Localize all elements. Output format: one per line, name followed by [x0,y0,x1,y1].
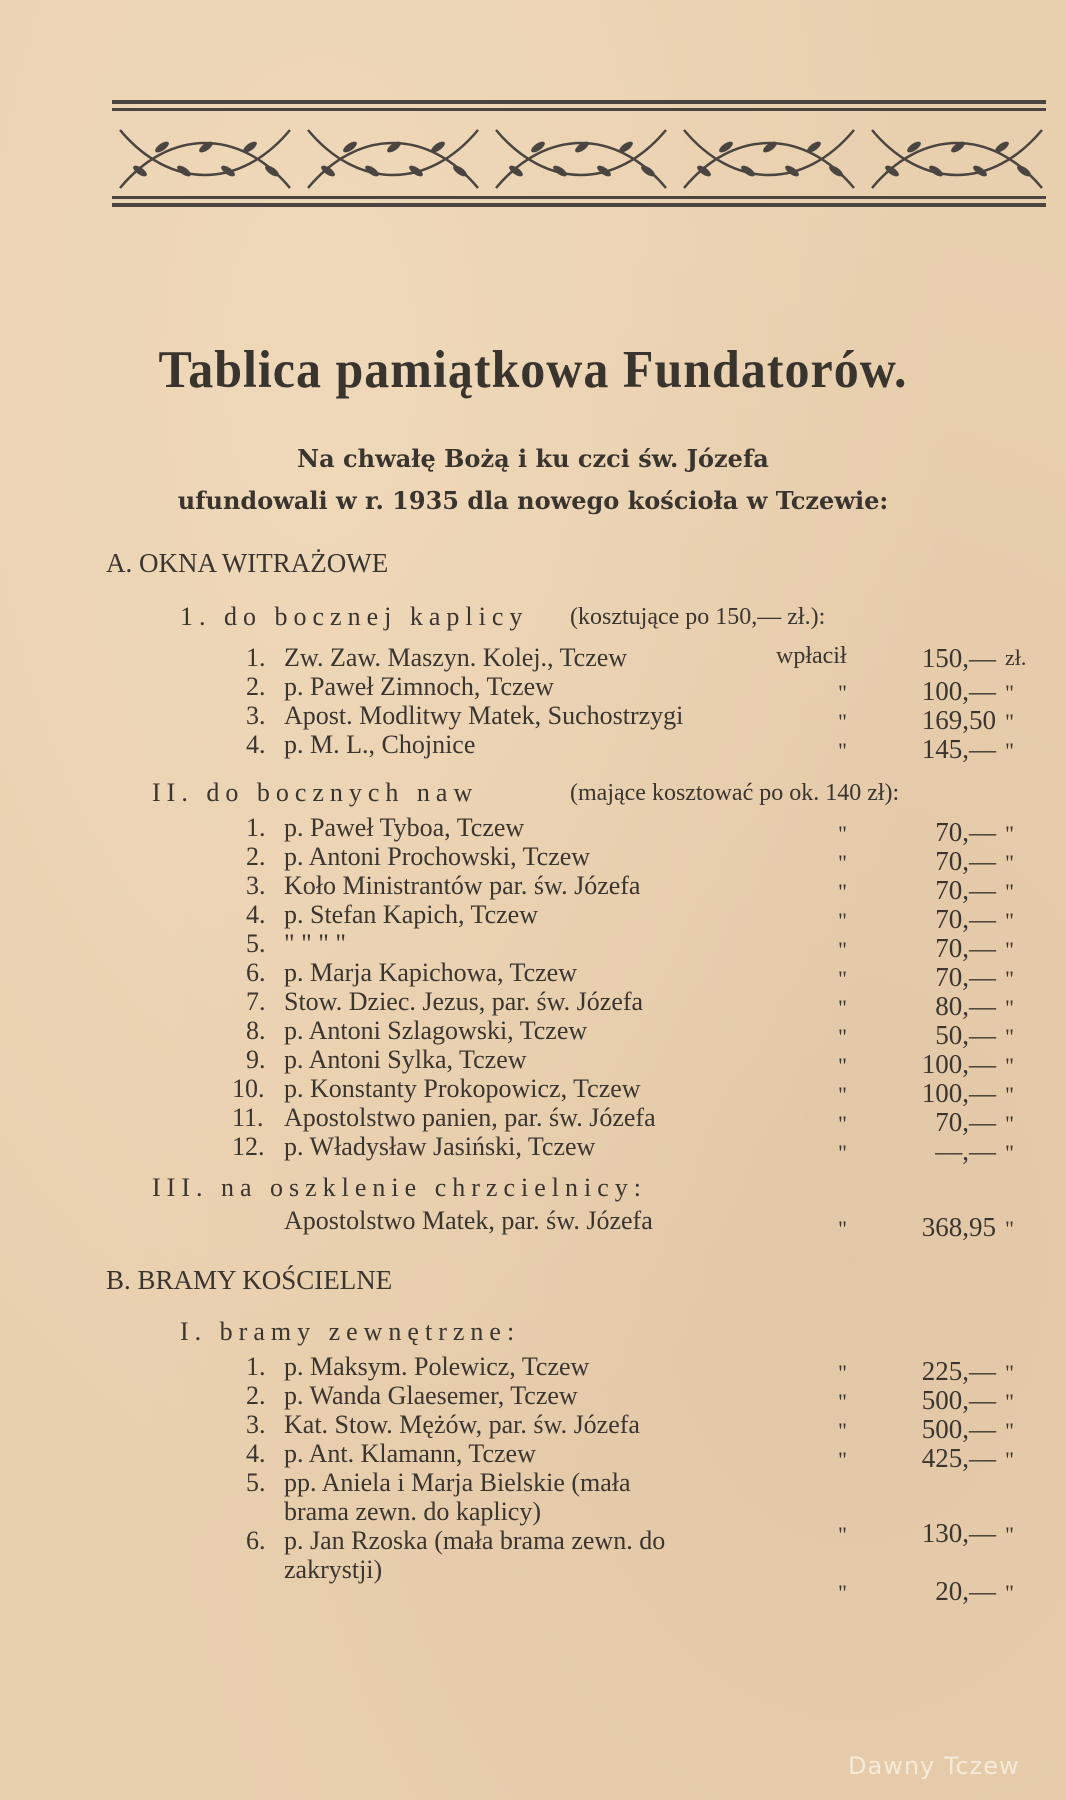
currency-unit: " [1005,1140,1014,1165]
currency-unit: " [1005,1082,1014,1107]
currency-unit: " [1005,908,1014,933]
group-heading: 1. do bocznej kaplicy [180,602,529,631]
ditto-mark: " [838,966,847,991]
group-heading: II. do bocznych naw [152,778,479,807]
entry-name: Koło Ministrantów par. św. Józefa [284,871,641,900]
entry-name: Apostolstwo Matek, par. św. Józefa [284,1206,653,1235]
ornament-vine [120,130,290,188]
currency-unit: " [1005,709,1014,734]
ditto-mark: " [838,1447,847,1472]
group-heading: I. bramy zewnętrzne: [180,1317,521,1346]
entry-name: pp. Aniela i Marja Bielskie (mała [284,1468,631,1497]
amount-value: 50,— [935,1020,996,1050]
currency-unit: " [1005,1580,1014,1605]
ditto-mark: " [838,1522,847,1547]
ditto-mark: " [838,1053,847,1078]
amount-value: 70,— [935,962,996,992]
entry-name: p. Wanda Glaesemer, Tczew [284,1381,578,1410]
section-heading: A. OKNA WITRAŻOWE [106,548,389,578]
currency-unit: " [1005,1418,1014,1443]
ornament-leaf [883,164,900,179]
entry-name: p. Antoni Sylka, Tczew [284,1045,527,1074]
floral-border-ornament-icon [110,118,1048,200]
amount-value: 145,— [921,734,996,764]
entry-name: Stow. Dziec. Jezus, par. św. Józefa [284,987,644,1016]
ditto-mark: " [838,850,847,875]
amount-value: 225,— [921,1356,996,1386]
entry-number: 5. [246,1468,266,1497]
bottom-rule-2 [112,203,1046,207]
entry-name: p. Paweł Zimnoch, Tczew [284,672,554,701]
amount-value: 70,— [935,1107,996,1137]
currency-unit: " [1005,850,1014,875]
ditto-mark: " [838,908,847,933]
entry-number: 7. [246,987,266,1016]
entry-name: p. Ant. Klamann, Tczew [284,1439,536,1468]
currency-unit: zł. [1005,645,1027,670]
amount-value: 100,— [921,1049,996,1079]
currency-unit: " [1005,680,1014,705]
ditto-mark: " [838,1024,847,1049]
entry-number: 11. [232,1103,264,1132]
ornament-leaf [507,164,524,179]
amount-value: 100,— [921,1078,996,1108]
ditto-mark: " [838,680,847,705]
group-note: (kosztujące po 150,— zł.): [570,604,826,630]
amount-value: 70,— [935,875,996,905]
amount-value: 70,— [935,846,996,876]
entry-number: 12. [232,1132,265,1161]
section-heading: B. BRAMY KOŚCIELNE [106,1265,393,1295]
entry-name: p. Jan Rzoska (mała brama zewn. do [284,1526,666,1555]
entry-number: 1. [246,643,266,672]
ditto-mark: " [838,995,847,1020]
currency-unit: " [1005,879,1014,904]
amount-value: 425,— [921,1443,996,1473]
entry-number: 3. [246,1410,266,1439]
entry-name: p. Paweł Tyboa, Tczew [284,813,525,842]
entry-name: Apost. Modlitwy Matek, Suchostrzygi [284,701,684,730]
currency-unit: " [1005,738,1014,763]
entry-number: 4. [246,900,266,929]
amount-value: 150,— [921,643,996,673]
ditto-mark: " [838,1389,847,1414]
dedication-line-1: Na chwałę Bożą i ku czci św. Józefa [297,444,769,473]
amount-value: 500,— [921,1385,996,1415]
ornament-leaf [695,164,712,179]
amount-value: 169,50 [921,705,996,735]
ornament-vine [684,130,854,188]
entry-number: 4. [246,730,266,759]
amount-value: —,— [935,1136,996,1166]
top-rule-2 [112,108,1046,111]
entry-name: p. Marja Kapichowa, Tczew [284,958,577,987]
currency-unit: " [1005,1389,1014,1414]
ornament-leaf [131,164,148,179]
ditto-mark: " [838,738,847,763]
ornament-vine [872,130,1042,188]
currency-unit: " [1005,1111,1014,1136]
ditto-mark: " [838,1418,847,1443]
entry-number: 6. [246,1526,266,1555]
entry-number: 10. [232,1074,265,1103]
entry-number: 1. [246,1352,266,1381]
amount-value: 130,— [921,1518,996,1548]
ditto-mark: " [838,937,847,962]
ditto-mark: " [838,1580,847,1605]
ditto-mark: " [838,879,847,904]
currency-unit: " [1005,937,1014,962]
amount-value: 368,95 [921,1212,996,1242]
top-rule-1 [112,100,1046,104]
amount-value: 20,— [935,1576,996,1606]
entry-name: p. Konstanty Prokopowicz, Tczew [284,1074,641,1103]
entry-number: 6. [246,958,266,987]
entry-number: 4. [246,1439,266,1468]
group-note: (mające kosztować po ok. 140 zł): [570,780,900,806]
page-title: Tablica pamiątkowa Fundatorów. [158,339,908,399]
currency-unit: " [1005,1216,1014,1241]
ditto-mark: " [838,1140,847,1165]
ornament-vine [308,130,478,188]
entry-number: 5. [246,929,266,958]
ornament-leaf [319,164,336,179]
entry-name: p. Władysław Jasiński, Tczew [284,1132,596,1161]
entry-name: " " " " [284,929,346,958]
entry-name-continued: brama zewn. do kaplicy) [284,1497,542,1526]
amount-value: 70,— [935,817,996,847]
entry-number: 3. [246,701,266,730]
currency-unit: " [1005,995,1014,1020]
entry-name: p. Maksym. Polewicz, Tczew [284,1352,590,1381]
ditto-mark: " [838,1111,847,1136]
dedication-line-2: ufundowali w r. 1935 dla nowego kościoła w Tczewie: [177,486,889,515]
amount-value: 500,— [921,1414,996,1444]
entry-name: p. Antoni Szlagowski, Tczew [284,1016,588,1045]
amount-value: 80,— [935,991,996,1021]
ditto-mark: " [838,1360,847,1385]
entry-number: 1. [246,813,266,842]
bottom-rule-1 [112,196,1046,199]
entry-number: 3. [246,871,266,900]
entry-name: p. Antoni Prochowski, Tczew [284,842,591,871]
entry-name-continued: zakrystji) [284,1555,383,1584]
amount-value: 100,— [921,676,996,706]
entry-name: Apostolstwo panien, par. św. Józefa [284,1103,656,1132]
entry-name: Kat. Stow. Mężów, par. św. Józefa [284,1410,640,1439]
entry-name: Zw. Zaw. Maszyn. Kolej., Tczew [284,643,628,672]
currency-unit: " [1005,1024,1014,1049]
ditto-mark: " [838,1216,847,1241]
ditto-mark: " [838,821,847,846]
watermark: Dawny Tczew [848,1752,1020,1780]
amount-value: 70,— [935,904,996,934]
currency-unit: " [1005,966,1014,991]
ditto-mark: " [838,709,847,734]
currency-unit: " [1005,821,1014,846]
entry-name: p. Stefan Kapich, Tczew [284,900,538,929]
group-heading: III. na oszklenie chrzcielnicy: [152,1173,647,1202]
amount-value: 70,— [935,933,996,963]
entry-number: 2. [246,1381,266,1410]
entry-number: 2. [246,842,266,871]
ditto-mark: " [838,1082,847,1107]
currency-unit: " [1005,1447,1014,1472]
currency-unit: " [1005,1053,1014,1078]
currency-unit: " [1005,1522,1014,1547]
ornament-vine [496,130,666,188]
currency-unit: " [1005,1360,1014,1385]
entry-number: 2. [246,672,266,701]
entry-number: 9. [246,1045,266,1074]
entry-number: 8. [246,1016,266,1045]
paid-label: wpłacił [776,643,847,669]
entry-name: p. M. L., Chojnice [284,730,476,759]
